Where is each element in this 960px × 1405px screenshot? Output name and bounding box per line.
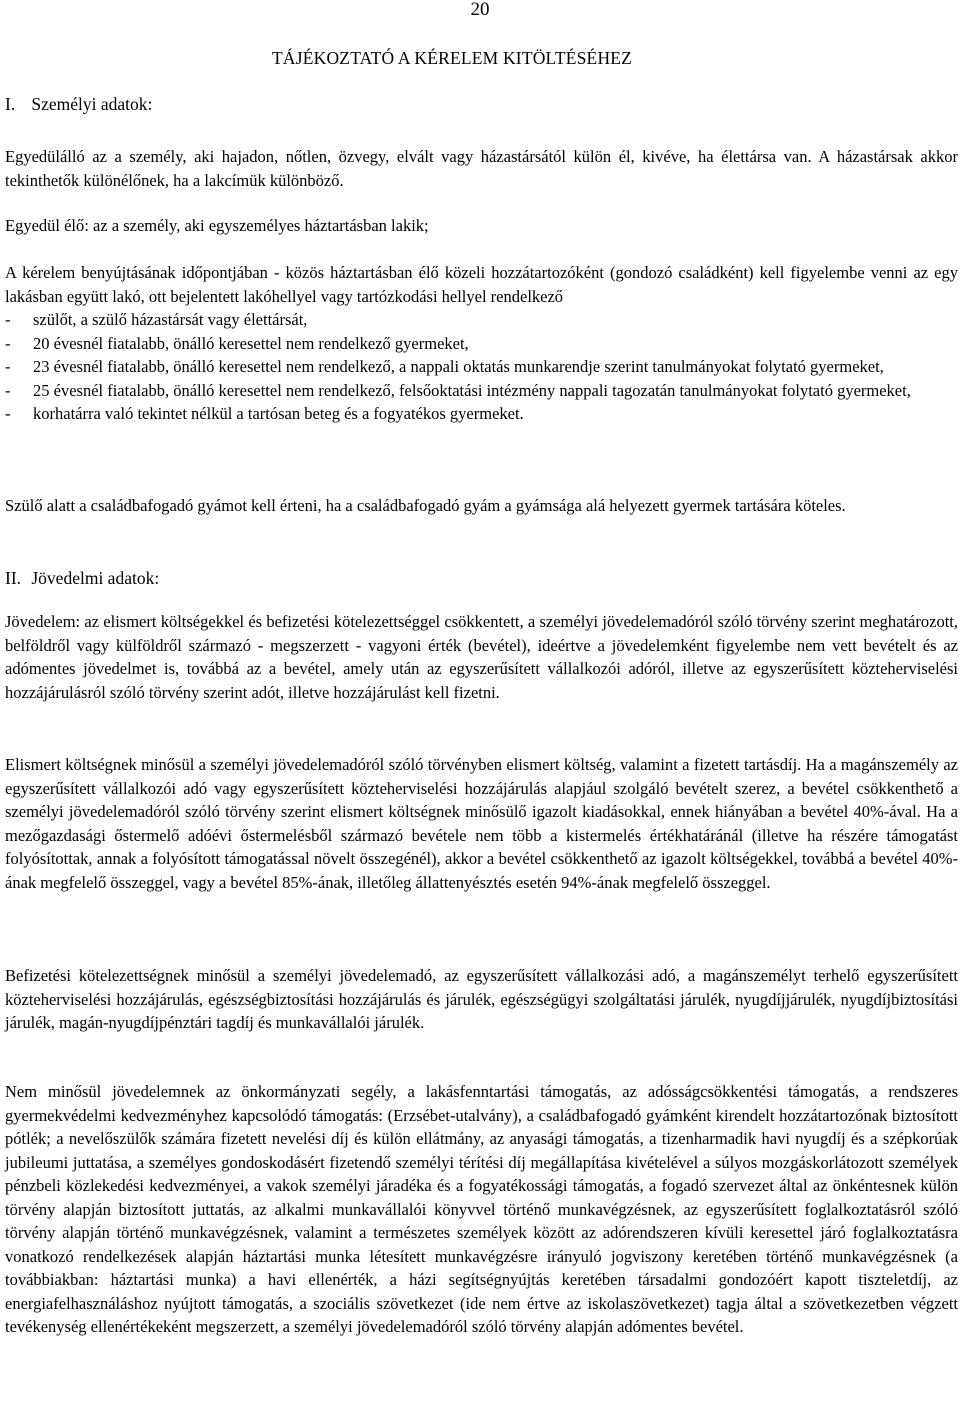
paragraph-jovedelem: Jövedelem: az elismert költségekkel és befizetési kötelezettséggel csökkentett, a személyi jövedelemadóról szóló törvény szerint meghatározott, belföldről vagy külföldről származó - megszerzett - vagyoni érték (bevétel), ideértve a jövedelemként figyelembe nem vett bevételt és az adómentes jövedelmet is, továbbá az a bevétel, amely után az egyszerűsített vállalkozói adóról, illetve az egyszerűsített közteherviselési hozzájárulásról szóló törvény szerint adót, illetve hozzájárulást kell fizetni.: [5, 612, 958, 702]
list-item: [5, 355, 958, 379]
paragraph-egyedul-elo: Egyedül élő: az a személy, aki egyszemélyes háztartásban lakik;: [5, 216, 429, 235]
paragraph-szulo: Szülő alatt a családbafogadó gyámot kell érteni, ha a családbafogadó gyám a gyámsága alá helyezett gyermek tartására köteles.: [5, 496, 846, 515]
list-item-text: szülőt, a szülő házastársát vagy élettársát,: [33, 310, 308, 329]
paragraph-elismert-koltseg: Elismert költségnek minősül a személyi jövedelemadóról szóló törvényben elismert költség, valamint a fizetett tartásdíj. Ha a magánszemély az egyszerűsített vállalkozói adó vagy egyszerűsített közteherviselési hozzájárulás alapjául szolgáló bevételt szerez, a bevétel csökkenthető a személyi jövedelemadóról szóló törvény szerint elismert költségnek minősülő igazolt kiadásokkal, ennek hiányában a bevétel 40%-ával. Ha a mezőgazdasági őstermelő adóévi őstermelésből származó bevétele nem több a kistermelés értékhatáránál (illetve ha részére támogatást folyósítottak, annak a folyósított támogatással növelt összegénél), akkor a bevétel csökkenthető az igazolt költségekkel, továbbá a bevétel 40%-ának megfelelő összeggel, vagy a bevétel 85%-ának, illetőleg állattenyésztés esetén 94%-ának megfelelő összeggel.: [5, 755, 958, 892]
list-item: [5, 332, 958, 356]
page-number: [0, 0, 960, 22]
list-item-text: 20 évesnél fiatalabb, önálló keresettel nem rendelkező gyermeket,: [33, 333, 469, 353]
list-dash: -: [5, 333, 11, 353]
list-item: [5, 402, 958, 426]
list-dash: -: [5, 404, 11, 423]
list-item-text: 23 évesnél fiatalabb, önálló keresettel nem rendelkező, a nappali oktatás munkarendje szerint tanulmányokat folytató gyermeket,: [33, 357, 884, 376]
relatives-list: [5, 308, 958, 426]
list-dash: -: [5, 310, 11, 329]
section-1-heading: [5, 92, 152, 116]
list-item-text: korhatárra való tekintet nélkül a tartósan beteg és a fogyatékos gyermeket.: [33, 404, 524, 423]
list-dash: -: [5, 380, 11, 400]
section-2-heading: [5, 566, 159, 590]
section-1-number: I.: [5, 94, 16, 114]
section-2-number: II.: [5, 568, 22, 588]
list-item: [5, 308, 958, 332]
paragraph-egyedulallo: Egyedülálló az a személy, aki hajadon, nőtlen, özvegy, elvált vagy házastársától külön él, kivéve, ha élettársa van. A házastársak akkor tekinthetők különélőnek, ha a lakcímük különböző.: [5, 147, 958, 190]
list-item-text: 25 évesnél fiatalabb, önálló keresettel nem rendelkező, felsőoktatási intézmény nappali tagozatán tanulmányokat folytató gyermeket,: [33, 380, 911, 400]
document-title: TÁJÉKOZTATÓ A KÉRELEM KITÖLTÉSÉHEZ: [272, 48, 633, 68]
list-dash: -: [5, 357, 11, 376]
paragraph-befizetesi-kotelezettseg: Befizetési kötelezettségnek minősül a személyi jövedelemadó, az egyszerűsített vállalkozási adó, a magánszemélyt terhelő egyszerűsített közteherviselési hozzájárulás, egészségbiztosítási hozzájárulás és járulék, egészségügyi szolgáltatási járulék, nyugdíjjárulék, nyugdíjbiztosítási járulék, magán-nyugdíjpénztári tagdíj és munkavállalói járulék.: [5, 966, 958, 1032]
section-1-title: Személyi adatok:: [31, 94, 153, 114]
list-item: [5, 379, 958, 403]
paragraph-nem-minosul-jovedelemnek: Nem minősül jövedelemnek az önkormányzati segély, a lakásfenntartási támogatás, az adósságcsökkentési támogatás, a rendszeres gyermekvédelmi kedvezményhez kapcsolódó támogatás: (Erzsébet-utalvány), a családbafogadó gyámként kirendelt hozzátartozónak biztosított pótlék; a nevelőszülők számára fizetett nevelési díj és külön ellátmány, az anyasági támogatás, a tizenharmadik havi nyugdíj és a szépkorúak jubileumi juttatása, a személyes gondoskodásért fizetendő személyi térítési díj megállapítása kivételével a súlyos mozgáskorlátozott személyek pénzbeli közlekedési kedvezményei, a vakok személyi járadéka és a fogyatékossági támogatás, a fogadó szervezet által az önkéntesnek külön törvény alapján biztosított juttatás, az alkalmi munkavállalói könyvvel történő munkavégzésnek, az egyszerűsített foglalkoztatásról szóló törvény alapján történő munkavégzésnek, valamint a természetes személyek között az adórendszeren kívüli keresettel járó foglalkoztatásra vonatkozó rendelkezések alapján háztartási munka létesített munkavégzésre irányuló jogviszony keretében történő munkavégzésnek (a továbbiakban: háztartási munka) a havi ellenérték, a házi segítségnyújtás keretében társadalmi gondozóért kapott tiszteletdíj, az energiafelhasználáshoz nyújtott támogatás, a szociális szövetkezet (ide nem értve az iskolaszövetkezet) tagja által a szövetkezetben végzett tevékenység ellenértékeként megszerzett, a személyi jövedelemadóról szóló törvény alapján adómentes bevétel.: [5, 1082, 958, 1336]
paragraph-kozos-haztartas: A kérelem benyújtásának időpontjában - közös háztartásban élő közeli hozzátartozóként (gondozó családként) kell figyelembe venni az egy lakásban együtt lakó, ott bejelentett lakóhellyel vagy tartózkodási hellyel rendelkező: [5, 263, 958, 306]
page-number-text: 20: [470, 0, 490, 20]
section-2-title: Jövedelmi adatok:: [31, 568, 160, 588]
